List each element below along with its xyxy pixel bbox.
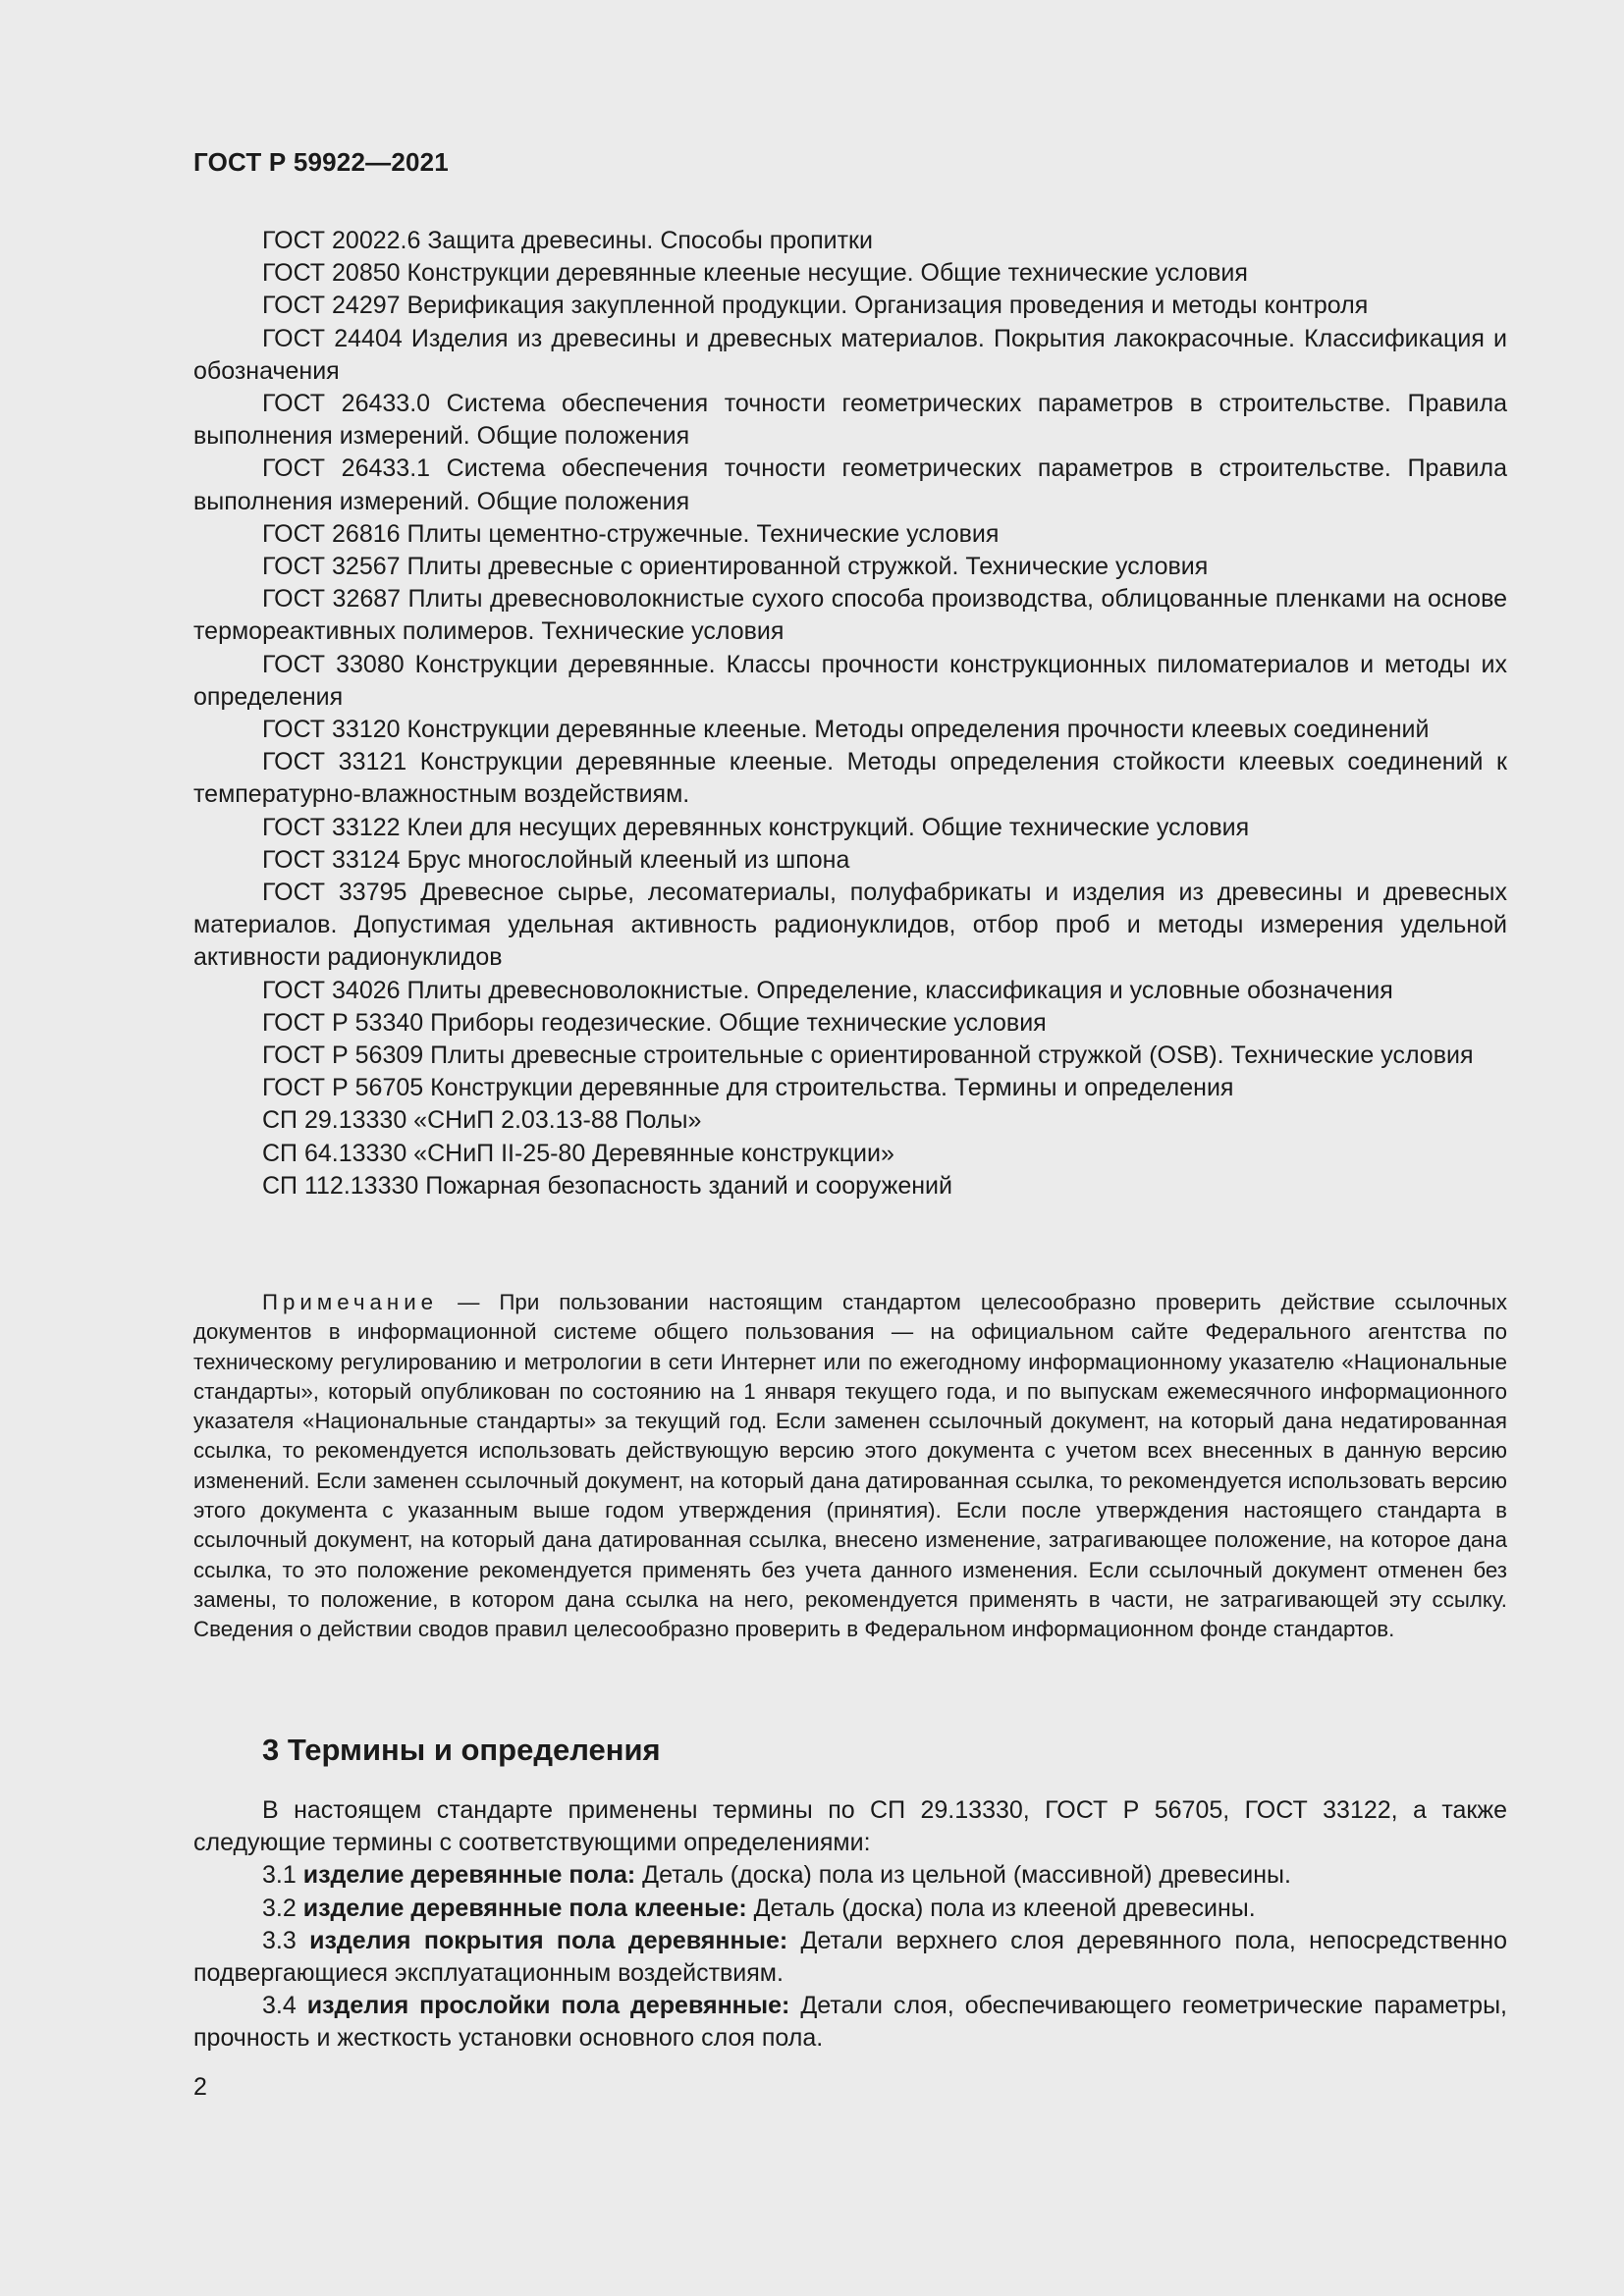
reference-item: ГОСТ 33120 Конструкции деревянные клееные. Методы определения прочности клеевых соединений <box>262 716 1430 744</box>
reference-item: ГОСТ 20022.6 Защита древесины. Способы пропитки <box>262 227 873 254</box>
term-entry <box>193 1925 1507 1990</box>
term-number: 3.4 <box>262 1992 307 2020</box>
reference-item: ГОСТ Р 56705 Конструкции деревянные для строительства. Термины и определения <box>262 1074 1234 1102</box>
terms-block <box>193 1794 1507 2056</box>
reference-item: ГОСТ 33124 Брус многослойный клееный из шпона <box>262 845 850 874</box>
reference-item: ГОСТ 26433.1 Система обеспечения точности геометрических параметров в строительстве. Правила выполнения измерений. Общие положения <box>193 454 1507 515</box>
term-definition: Деталь (доска) пола из цельной (массивной) древесины. <box>635 1861 1291 1890</box>
document-code-header: ГОСТ Р 59922—2021 <box>193 147 449 177</box>
reference-item: ГОСТ 26816 Плиты цементно-стружечные. Технические условия <box>262 519 1000 548</box>
note-paragraph <box>193 1288 1507 1645</box>
reference-item: ГОСТ 32687 Плиты древесноволокнистые сухого способа производства, облицованные пленками на основе термореактивных полимеров. Технические условия <box>193 585 1507 646</box>
page-number: 2 <box>193 2073 207 2101</box>
reference-item: ГОСТ 24297 Верификация закупленной продукции. Организация проведения и методы контроля <box>262 292 1369 320</box>
term-entry <box>193 1859 1507 1892</box>
reference-item: ГОСТ 33795 Древесное сырье, лесоматериалы, полуфабрикаты и изделия из древесины и древесных материалов. Допустимая удельная активность радионуклидов, отбор проб и методы измерения удельной активности радионуклидов <box>193 879 1507 972</box>
reference-item: ГОСТ 33121 Конструкции деревянные клееные. Методы определения стойкости клеевых соединений к температурно-влажностным воздействиям. <box>193 748 1507 809</box>
term-number: 3.3 <box>262 1926 310 1954</box>
normative-references-list <box>193 225 1507 1202</box>
note-text: — При пользовании настоящим стандартом целесообразно проверить действие ссылочных документов в информационной системе общего пользования — на официальном сайте Федерального агентства по техническому регулированию и метрологии в сети Интернет или по ежегодному информационному указателю «Национальные стандарты», который опубликован по состоянию на 1 января текущего года, и по выпускам ежемесячного информационного указателя «Национальные стандарты» за текущий год. Если заменен ссылочный документ, на который дана недатированная ссылка, то рекомендуется использовать действующую версию этого документа с учетом всех внесенных в данную версию изменений. Если заменен ссылочный документ, на который дана датированная ссылка, то рекомендуется использовать версию этого документа с указанным выше годом утверждения (принятия). Если после утверждения настоящего стандарта в ссылочный документ, на который дана датированная ссылка, внесено изменение, затрагивающее положение, на которое дана ссылка, то это положение рекомендуется применять без учета данного изменения. Если ссылочный документ отменен без замены, то положение, в котором дана ссылка на него, рекомендуется применять в части, не затрагивающей эту ссылку. Сведения о действии сводов правил целесообразно проверить в Федеральном информационном фонде стандартов. <box>193 1290 1507 1642</box>
reference-item: ГОСТ 32567 Плиты древесные с ориентированной стружкой. Технические условия <box>262 553 1209 581</box>
term-number: 3.2 <box>262 1894 303 1922</box>
term-definition: Детали слоя, обеспечивающего геометрические параметры, прочность и жесткость установки основного слоя пола. <box>193 1992 1507 2053</box>
note-label: Примечание <box>262 1290 439 1314</box>
reference-item: ГОСТ 34026 Плиты древесноволокнистые. Определение, классификация и условные обозначения <box>262 976 1393 1004</box>
reference-item: ГОСТ 33080 Конструкции деревянные. Классы прочности конструкционных пиломатериалов и методы их определения <box>193 650 1507 711</box>
term-name: изделие деревянные пола: <box>302 1861 636 1890</box>
term-name: изделия прослойки пола деревянные: <box>306 1992 790 2020</box>
term-definition: Детали верхнего слоя деревянного пола, непосредственно подвергающиеся эксплуатационным воздействиям. <box>193 1926 1507 1988</box>
reference-item: ГОСТ 33122 Клеи для несущих деревянных конструкций. Общие технические условия <box>262 813 1250 841</box>
reference-item: ГОСТ Р 56309 Плиты древесные строительные с ориентированной стружкой (OSB). Технические условия <box>262 1041 1474 1070</box>
section-intro: В настоящем стандарте применены термины по СП 29.13330, ГОСТ Р 56705, ГОСТ 33122, а также следующие термины с соответствующими определениями: <box>193 1796 1507 1857</box>
reference-item: СП 112.13330 Пожарная безопасность зданий и сооружений <box>262 1171 952 1200</box>
reference-item: ГОСТ 26433.0 Система обеспечения точности геометрических параметров в строительстве. Правила выполнения измерений. Общие положения <box>193 390 1507 451</box>
term-number: 3.1 <box>262 1861 303 1890</box>
section-title: 3 Термины и определения <box>262 1733 661 1767</box>
term-name: изделия покрытия пола деревянные: <box>309 1926 788 1954</box>
term-entry <box>193 1893 1507 1925</box>
reference-item: ГОСТ 24404 Изделия из древесины и древесных материалов. Покрытия лакокрасочные. Классификация и обозначения <box>193 324 1507 385</box>
reference-item: СП 64.13330 «СНиП II-25-80 Деревянные конструкции» <box>262 1139 894 1167</box>
reference-item: ГОСТ Р 53340 Приборы геодезические. Общие технические условия <box>262 1008 1047 1037</box>
reference-item: ГОСТ 20850 Конструкции деревянные клееные несущие. Общие технические условия <box>262 259 1248 288</box>
term-definition: Деталь (доска) пола из клееной древесины. <box>746 1894 1256 1922</box>
term-entry <box>193 1990 1507 2055</box>
reference-item: СП 29.13330 «СНиП 2.03.13-88 Полы» <box>262 1106 702 1135</box>
term-name: изделие деревянные пола клееные: <box>302 1894 747 1922</box>
note-block <box>193 1288 1507 1645</box>
